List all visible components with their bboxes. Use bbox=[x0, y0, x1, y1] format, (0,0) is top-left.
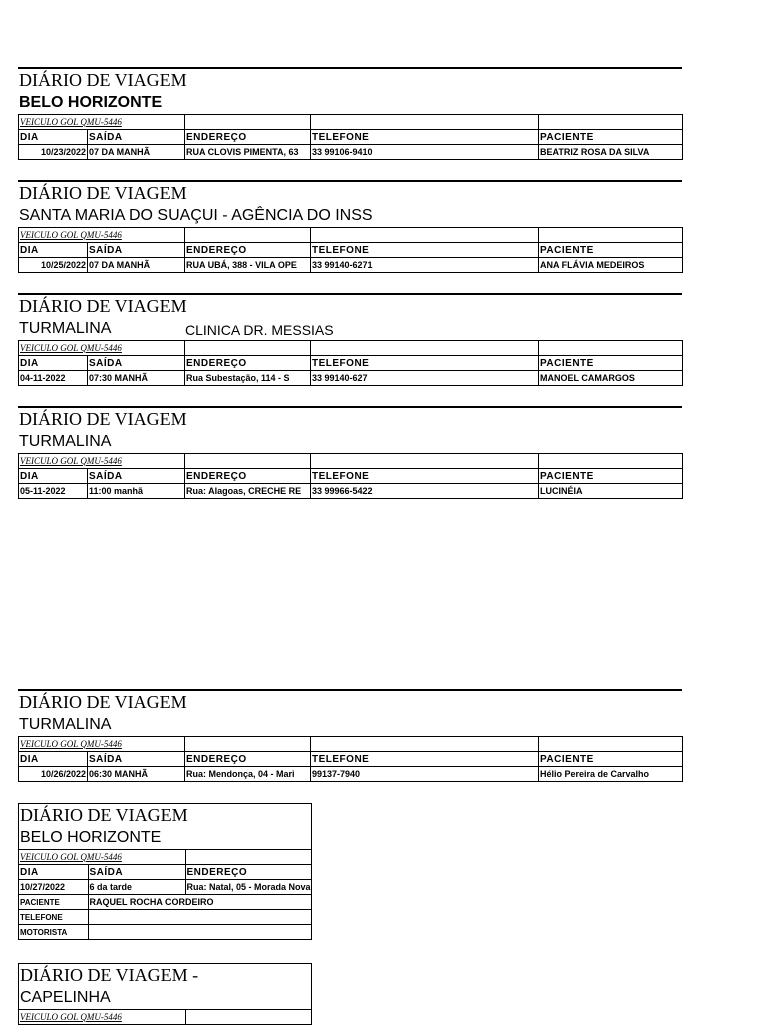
header-saida: SAÍDA bbox=[88, 356, 185, 371]
label-paciente: PACIENTE bbox=[19, 895, 88, 910]
empty-cell[interactable] bbox=[185, 115, 311, 130]
cell-endereco[interactable]: RUA CLOVIS PIMENTA, 63 bbox=[185, 145, 311, 160]
header-telefone: TELEFONE bbox=[311, 130, 539, 145]
trip-table bbox=[18, 227, 683, 273]
cell-endereco[interactable]: Rua: Mendonça, 04 - Mari bbox=[185, 767, 311, 782]
cell-endereco[interactable]: Rua: Natal, 05 - Morada Nova bbox=[185, 880, 311, 895]
cell-saida[interactable]: 11:00 manhã bbox=[88, 484, 185, 499]
empty-cell[interactable] bbox=[539, 737, 683, 752]
cell-dia[interactable]: 10/27/2022 bbox=[19, 880, 88, 895]
header-row bbox=[19, 243, 683, 258]
table-row bbox=[19, 258, 683, 273]
cell-endereco[interactable]: RUA UBÁ, 388 - VILA OPE bbox=[185, 258, 311, 273]
trip-destination: BELO HORIZONTE bbox=[20, 829, 162, 846]
header-endereco: ENDEREÇO bbox=[185, 243, 311, 258]
empty-cell[interactable] bbox=[311, 228, 539, 243]
label-telefone: TELEFONE bbox=[19, 910, 88, 925]
empty-cell[interactable] bbox=[311, 737, 539, 752]
empty-cell[interactable] bbox=[185, 737, 311, 752]
vehicle-row bbox=[19, 341, 683, 356]
header-saida: SAÍDA bbox=[88, 865, 185, 880]
vehicle-label: VEICULO GOL QMU-5446 bbox=[19, 850, 185, 865]
cell-telefone[interactable]: 33 99140-627 bbox=[311, 371, 539, 386]
trip-title: DIÁRIO DE VIAGEM bbox=[18, 180, 682, 206]
trip-log-santa-maria bbox=[18, 180, 682, 273]
trip-title: DIÁRIO DE VIAGEM - bbox=[19, 963, 311, 988]
empty-cell[interactable] bbox=[185, 341, 311, 356]
trip-table bbox=[18, 340, 683, 386]
header-saida: SAÍDA bbox=[88, 130, 185, 145]
trip-title: DIÁRIO DE VIAGEM bbox=[19, 803, 311, 828]
cell-telefone[interactable]: 99137-7940 bbox=[311, 767, 539, 782]
cell-paciente[interactable]: ANA FLÁVIA MEDEIROS bbox=[539, 258, 683, 273]
cell-endereco[interactable]: Rua: Alagoas, CRECHE RE bbox=[185, 484, 311, 499]
empty-cell[interactable] bbox=[539, 228, 683, 243]
header-dia: DIA bbox=[19, 752, 88, 767]
header-telefone: TELEFONE bbox=[311, 243, 539, 258]
header-saida: SAÍDA bbox=[88, 469, 185, 484]
vehicle-row bbox=[19, 737, 683, 752]
header-dia: DIA bbox=[19, 243, 88, 258]
empty-cell[interactable] bbox=[539, 454, 683, 469]
cell-telefone[interactable]: 33 99966-5422 bbox=[311, 484, 539, 499]
trip-table bbox=[18, 453, 683, 499]
empty-cell[interactable] bbox=[539, 341, 683, 356]
trip-table bbox=[18, 114, 683, 160]
cell-dia[interactable]: 10/25/2022 bbox=[19, 258, 88, 273]
trip-log-turmalina-clinica bbox=[18, 293, 682, 386]
trip-title: DIÁRIO DE VIAGEM bbox=[18, 406, 682, 432]
empty-cell[interactable] bbox=[185, 850, 311, 865]
trip-title: DIÁRIO DE VIAGEM bbox=[18, 67, 682, 93]
cell-saida[interactable]: 07 DA MANHÃ bbox=[88, 145, 185, 160]
empty-cell[interactable] bbox=[185, 228, 311, 243]
empty-cell[interactable] bbox=[185, 454, 311, 469]
vehicle-label: VEICULO GOL QMU-5446 bbox=[19, 737, 185, 752]
trip-table bbox=[18, 736, 683, 782]
cell-motorista[interactable] bbox=[88, 925, 311, 940]
cell-dia[interactable]: 10/26/2022 bbox=[19, 767, 88, 782]
vehicle-row bbox=[19, 115, 683, 130]
header-dia: DIA bbox=[19, 356, 88, 371]
trip-destination: TURMALINA bbox=[19, 716, 112, 733]
header-paciente: PACIENTE bbox=[539, 243, 683, 258]
header-endereco: ENDEREÇO bbox=[185, 356, 311, 371]
header-telefone: TELEFONE bbox=[311, 356, 539, 371]
trip-log-turmalina-1 bbox=[18, 406, 682, 499]
vehicle-row bbox=[19, 850, 311, 865]
header-saida: SAÍDA bbox=[88, 243, 185, 258]
cell-dia[interactable]: 10/23/2022 bbox=[19, 145, 88, 160]
cell-dia[interactable]: 05-11-2022 bbox=[19, 484, 88, 499]
table-row bbox=[19, 925, 311, 940]
trip-destination: CAPELINHA bbox=[20, 989, 111, 1006]
header-endereco: ENDEREÇO bbox=[185, 130, 311, 145]
label-motorista: MOTORISTA bbox=[19, 925, 88, 940]
header-paciente: PACIENTE bbox=[539, 752, 683, 767]
vehicle-row bbox=[19, 228, 683, 243]
header-telefone: TELEFONE bbox=[311, 469, 539, 484]
header-paciente: PACIENTE bbox=[539, 356, 683, 371]
header-row bbox=[19, 469, 683, 484]
cell-paciente[interactable]: BEATRIZ ROSA DA SILVA bbox=[539, 145, 683, 160]
cell-saida[interactable]: 06:30 MANHÃ bbox=[88, 767, 185, 782]
header-paciente: PACIENTE bbox=[539, 469, 683, 484]
header-row bbox=[19, 130, 683, 145]
header-dia: DIA bbox=[19, 865, 88, 880]
table-row bbox=[19, 880, 311, 895]
header-saida: SAÍDA bbox=[88, 752, 185, 767]
vehicle-label: VEICULO GOL QMU-5446 bbox=[19, 228, 185, 243]
header-row bbox=[19, 356, 683, 371]
header-row bbox=[19, 752, 683, 767]
cell-telefone[interactable]: 33 99140-6271 bbox=[311, 258, 539, 273]
cell-dia[interactable]: 04-11-2022 bbox=[19, 371, 88, 386]
vehicle-label: VEICULO GOL QMU-5446 bbox=[19, 454, 185, 469]
vehicle-label: VEICULO GOL QMU-5446 bbox=[19, 115, 185, 130]
header-endereco: ENDEREÇO bbox=[185, 865, 311, 880]
empty-cell[interactable] bbox=[311, 115, 539, 130]
trip-destination bbox=[18, 319, 682, 340]
trip-clinic: CLINICA DR. MESSIAS bbox=[185, 322, 334, 338]
table-row bbox=[19, 767, 683, 782]
cell-saida[interactable]: 07 DA MANHÃ bbox=[88, 258, 185, 273]
trip-title: DIÁRIO DE VIAGEM bbox=[18, 689, 682, 715]
trip-title: DIÁRIO DE VIAGEM bbox=[18, 293, 682, 319]
header-telefone: TELEFONE bbox=[311, 752, 539, 767]
cell-endereco[interactable]: Rua Subestação, 114 - S bbox=[185, 371, 311, 386]
trip-destination: TURMALINA bbox=[19, 433, 112, 450]
trip-destination: SANTA MARIA DO SUAÇUI - AGÊNCIA DO INSS bbox=[19, 207, 373, 224]
table-row bbox=[19, 371, 683, 386]
cell-saida[interactable]: 6 da tarde bbox=[88, 880, 185, 895]
cell-paciente[interactable]: RAQUEL ROCHA CORDEIRO bbox=[88, 895, 311, 910]
empty-cell[interactable] bbox=[311, 454, 539, 469]
vehicle-label: VEICULO GOL QMU-5446 bbox=[19, 1010, 185, 1025]
header-paciente: PACIENTE bbox=[539, 130, 683, 145]
vehicle-row bbox=[19, 1010, 311, 1025]
cell-paciente[interactable]: LUCINÉIA bbox=[539, 484, 683, 499]
header-endereco: ENDEREÇO bbox=[185, 752, 311, 767]
table-row bbox=[19, 895, 311, 910]
cell-telefone[interactable]: 33 99106-9410 bbox=[311, 145, 539, 160]
table-row bbox=[19, 910, 311, 925]
table-row bbox=[19, 145, 683, 160]
trip-log-turmalina-2 bbox=[18, 689, 682, 782]
header-endereco: ENDEREÇO bbox=[185, 469, 311, 484]
trip-log-capelinha bbox=[18, 963, 312, 1025]
table-row bbox=[19, 484, 683, 499]
trip-table bbox=[19, 849, 311, 940]
trip-log-belo-horizonte-2 bbox=[18, 803, 312, 940]
empty-cell[interactable] bbox=[185, 1010, 311, 1025]
trip-destination: BELO HORIZONTE bbox=[19, 94, 163, 111]
cell-telefone[interactable] bbox=[88, 910, 311, 925]
trip-log-belo-horizonte-1 bbox=[18, 67, 682, 160]
cell-saida[interactable]: 07:30 MANHÃ bbox=[88, 371, 185, 386]
header-dia: DIA bbox=[19, 469, 88, 484]
cell-paciente[interactable]: Hélio Pereira de Carvalho bbox=[539, 767, 683, 782]
vehicle-label: VEICULO GOL QMU-5446 bbox=[19, 341, 185, 356]
vehicle-row bbox=[19, 454, 683, 469]
empty-cell[interactable] bbox=[539, 115, 683, 130]
header-row bbox=[19, 865, 311, 880]
trip-table bbox=[19, 1009, 311, 1025]
empty-cell[interactable] bbox=[311, 341, 539, 356]
cell-paciente[interactable]: MANOEL CAMARGOS bbox=[539, 371, 683, 386]
trip-city: TURMALINA bbox=[19, 320, 112, 337]
header-dia: DIA bbox=[19, 130, 88, 145]
